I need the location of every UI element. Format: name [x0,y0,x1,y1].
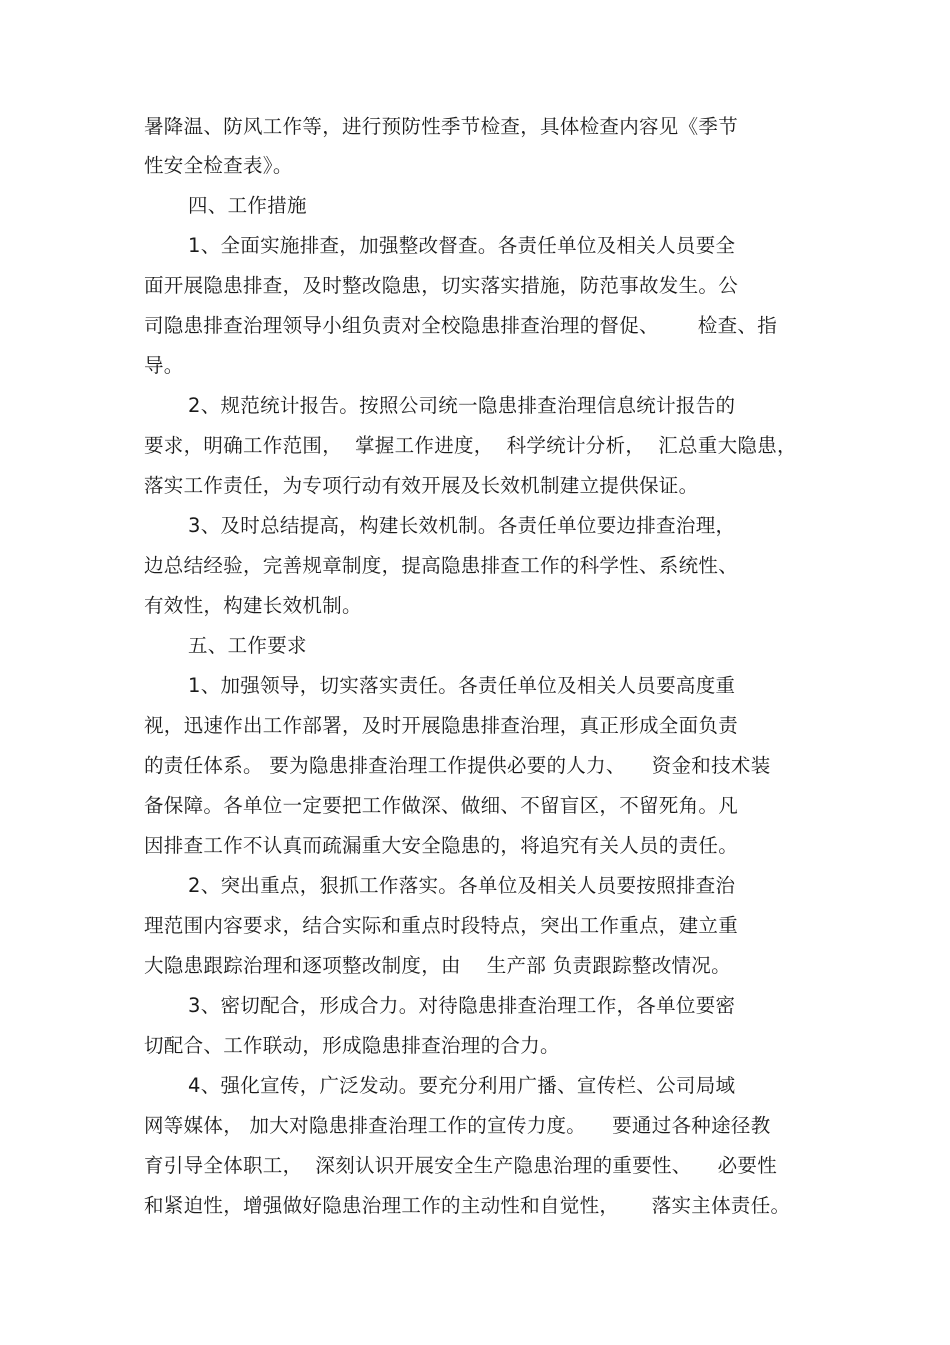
text-line: 落实工作责任，为专项行动有效开展及长效机制建立提供保证。 [144,474,699,497]
text-line: 3、及时总结提高，构建长效机制。各责任单位要边排查治理， [188,514,736,537]
text-line: 1、全面实施排查，加强整改督查。各责任单位及相关人员要全 [188,234,736,257]
text-line: 司隐患排查治理领导小组负责对全校隐患排查治理的督促、 检查、指 [144,314,777,337]
text-line: 和紧迫性，增强做好隐患治理工作的主动性和自觉性， 落实主体责任。 [144,1194,791,1217]
text-line: 理范围内容要求，结合实际和重点时段特点，突出工作重点，建立重 [144,914,739,937]
text-line: 切配合、工作联动，形成隐患排查治理的合力。 [144,1034,560,1057]
section-heading: 五、工作要求 [188,634,307,657]
text-line: 大隐患跟踪治理和逐项整改制度，由 生产部 负责跟踪整改情况。 [144,954,731,977]
text-line: 4、强化宣传，广泛发动。要充分利用广播、宣传栏、公司局域 [188,1074,736,1097]
text-line: 3、密切配合，形成合力。对待隐患排查治理工作，各单位要密 [188,994,736,1017]
text-line: 网等媒体， 加大对隐患排查治理工作的宣传力度。 要通过各种途径教 [144,1114,771,1137]
text-line: 暑降温、防风工作等，进行预防性季节检查，具体检查内容见《季节 [144,115,739,138]
text-line: 性安全检查表》。 [144,154,293,177]
text-line: 2、规范统计报告。按照公司统一隐患排查治理信息统计报告的 [188,394,736,417]
text-line: 视，迅速作出工作部署，及时开展隐患排查治理，真正形成全面负责 [144,714,739,737]
text-line: 有效性，构建长效机制。 [144,594,362,617]
text-line: 因排查工作不认真而疏漏重大安全隐患的，将追究有关人员的责任。 [144,834,739,857]
text-line: 1、加强领导，切实落实责任。各责任单位及相关人员要高度重 [188,674,736,697]
text-line: 备保障。各单位一定要把工作做深、做细、不留盲区，不留死角。凡 [144,794,739,817]
section-heading: 四、工作措施 [188,194,307,217]
text-line: 面开展隐患排查，及时整改隐患，切实落实措施，防范事故发生。公 [144,274,739,297]
text-line: 的责任体系。 要为隐患排查治理工作提供必要的人力、 资金和技术装 [144,754,771,777]
text-line: 边总结经验，完善规章制度，提高隐患排查工作的科学性、系统性、 [144,554,739,577]
text-line: 导。 [144,354,184,377]
text-line: 育引导全体职工， 深刻认识开展安全生产隐患治理的重要性、 必要性 [144,1154,777,1177]
text-line: 要求，明确工作范围， 掌握工作进度， 科学统计分析， 汇总重大隐患， [144,434,797,457]
text-line: 2、突出重点，狠抓工作落实。各单位及相关人员要按照排查治 [188,874,736,897]
